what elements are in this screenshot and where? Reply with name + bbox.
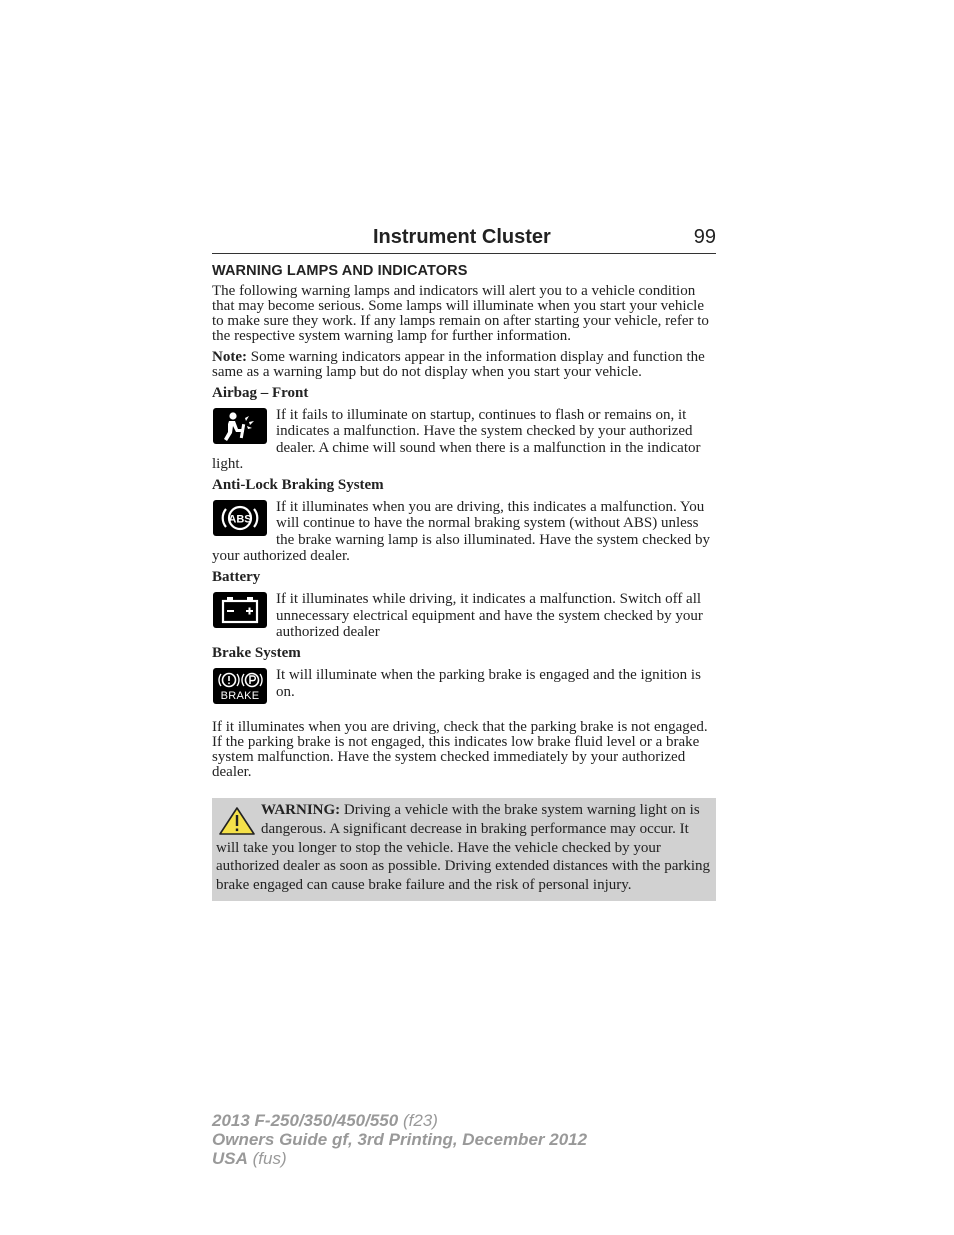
brake-followup-paragraph: If it illuminates when you are driving, check that the parking brake is not engaged. If the parking brake is not engaged, this indicates low brake fluid level or a brake system malfunction. Have the system checked immediately by your authorized dealer. xyxy=(212,719,708,781)
airbag-text: If it fails to illuminate on startup, continues to flash or remains on, it indicates a malfunction. Have the system checked by your authorized dealer. A chime will sound when there is a malfunction in the indicator light. xyxy=(212,407,701,472)
battery-heading: Battery xyxy=(212,569,261,586)
page-number: 99 xyxy=(693,226,716,248)
brake-heading: Brake System xyxy=(212,645,301,662)
footer-line-3 xyxy=(212,1149,587,1168)
footer-model: 2013 F-250/350/450/550 xyxy=(212,1111,399,1130)
abs-heading: Anti-Lock Braking System xyxy=(212,477,384,494)
brake-icon xyxy=(213,668,267,704)
manual-page xyxy=(212,226,716,901)
airbag-entry xyxy=(212,407,716,472)
abs-icon xyxy=(213,500,267,536)
battery-icon xyxy=(213,592,267,628)
intro-paragraph: The following warning lamps and indicators will alert you to a vehicle condition that may become serious. Some lamps will illuminate when you start your vehicle to make sure they work. If any lamps remain on after starting your vehicle, refer to the respective system warning lamp for further information. xyxy=(212,283,709,344)
footer-market-code: (fus) xyxy=(247,1149,287,1168)
brake-icon-label: BRAKE xyxy=(220,690,260,703)
abs-entry xyxy=(212,499,716,564)
brake-entry xyxy=(212,667,716,704)
airbag-heading: Airbag – Front xyxy=(212,385,309,401)
warning-box xyxy=(212,798,716,901)
abs-icon-label: ABS xyxy=(228,513,252,526)
footer-line-2: Owners Guide gf, 3rd Printing, December 2012 xyxy=(212,1130,588,1149)
footer-line-1 xyxy=(212,1111,587,1130)
section-heading: WARNING LAMPS AND INDICATORS xyxy=(212,263,468,279)
abs-text: If it illuminates when you are driving, this indicates a malfunction. You will continue to have the normal braking system (without ABS) unless the brake warning lamp is also illuminated. Have the system checked by your authorized dealer. xyxy=(212,499,711,565)
battery-text: If it illuminates while driving, it indicates a malfunction. Switch off all unnecessary electrical equipment and have the system checked by your authorized dealer xyxy=(276,591,703,640)
warning-triangle-icon xyxy=(218,806,256,836)
page-header xyxy=(212,226,716,254)
brake-text: It will illuminate when the parking brake is engaged and the ignition is on. xyxy=(276,667,701,700)
airbag-icon xyxy=(213,408,267,444)
warning-body: Driving a vehicle with the brake system warning light on is dangerous. A significant decrease in braking performance may occur. It will take you longer to stop the vehicle. Have the vehicle checked by your authorized dealer as soon as possible. Driving extended distances with the parking brake engaged can cause brake failure and the risk of personal injury. xyxy=(216,802,711,894)
warning-label: WARNING: xyxy=(261,802,341,819)
page-footer xyxy=(212,1111,587,1168)
footer-model-code: (f23) xyxy=(398,1111,438,1130)
page-title: Instrument Cluster xyxy=(373,226,551,248)
warning-text xyxy=(216,801,711,895)
footer-market: USA xyxy=(212,1149,248,1168)
note-paragraph xyxy=(212,350,716,380)
note-text: Some warning indicators appear in the information display and function the same as a warning lamp but do not display when you start your vehicle. xyxy=(212,349,705,380)
battery-entry xyxy=(212,591,716,640)
note-label: Note: xyxy=(212,349,247,365)
